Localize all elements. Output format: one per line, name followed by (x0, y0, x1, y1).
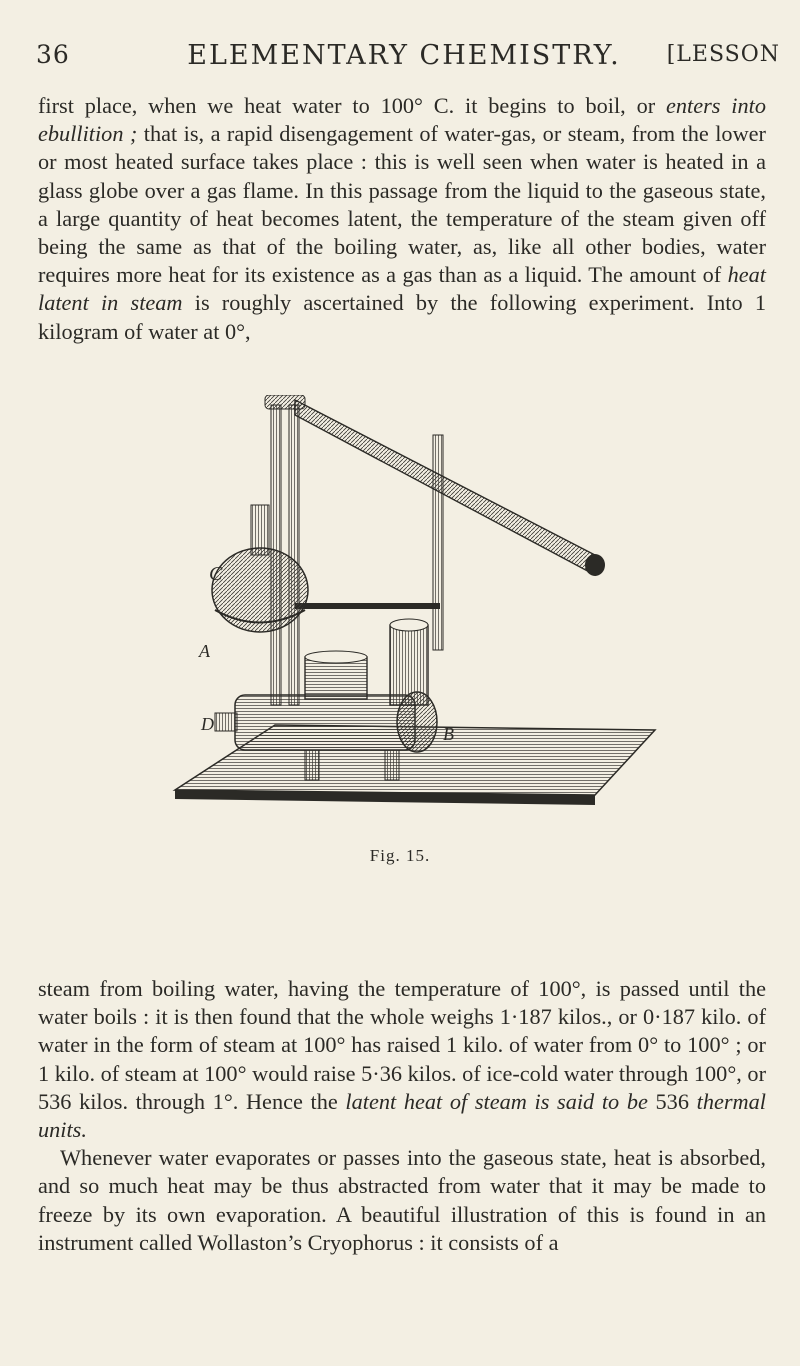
para1-text-b: that is, a rapid disengagement of water-gas, or steam, from the lower or most heated surface takes place : this is well seen when water is heated in a glass globe over a gas flame. In this passage from the liquid to the gaseous state, a large quantity of heat becomes latent, the temperature of the steam given off being the same as that of the boiling water, as, like all other bodies, water requires more heat for its existence as a gas than as a liquid. The amount of (38, 121, 766, 288)
para1-text-a: first place, when we heat water to 100° C. it begins to boil, or (38, 93, 666, 118)
label-c: C (209, 563, 223, 585)
para2-italic-thermal-units: thermal units. (38, 1088, 766, 1143)
label-d: D (201, 714, 214, 734)
delivery-tube (295, 400, 605, 576)
paragraph-2 (38, 975, 766, 1257)
figure-15-apparatus (155, 395, 675, 815)
lesson-label: [LESSON (666, 42, 780, 67)
para1-italic-heat-latent: heat latent in steam (38, 262, 766, 316)
figure-caption: Fig. 15. (369, 846, 431, 865)
para2-text-a: steam from boiling water, having the temperature of 100°, is passed until the water boils : it is then found that the whole weighs 1·187 kilos., or 0·187 kilo. of water in the form of steam at 100° has raised 1 kilo. of water from 0° to 100° ; or 1 kilo. of steam at 100° would raise 5·36 kilos. of ice-cold water through 100°, or 536 kilos. through 1°. Hence the (38, 976, 766, 1114)
para1-text-c: is roughly ascertained by the following experiment. Into 1 kilogram of water at 0°, (38, 290, 766, 344)
running-header (36, 40, 780, 80)
label-a: A (199, 641, 210, 661)
paragraph-3: Whenever water evaporates or passes into the gaseous state, heat is absorbed, and so much heat may be thus abstracted from water that it may be made to freeze by its own evaporation. A beautiful illustration of this is found in an instrument called Wollaston’s Cryophorus : it consists of a (38, 1145, 766, 1255)
book-title: ELEMENTARY CHEMISTRY. (187, 40, 621, 71)
para2-number: 536 (647, 1088, 697, 1114)
label-b: B (443, 724, 454, 744)
para1-italic-ebullition: enters into ebullition ; (38, 93, 766, 147)
paragraph-1 (38, 92, 766, 346)
para2-italic-latent-heat: latent heat of steam is said to be (345, 1088, 648, 1114)
tall-jar (390, 619, 428, 705)
page-number: 36 (36, 40, 70, 69)
small-vessel (305, 651, 367, 699)
